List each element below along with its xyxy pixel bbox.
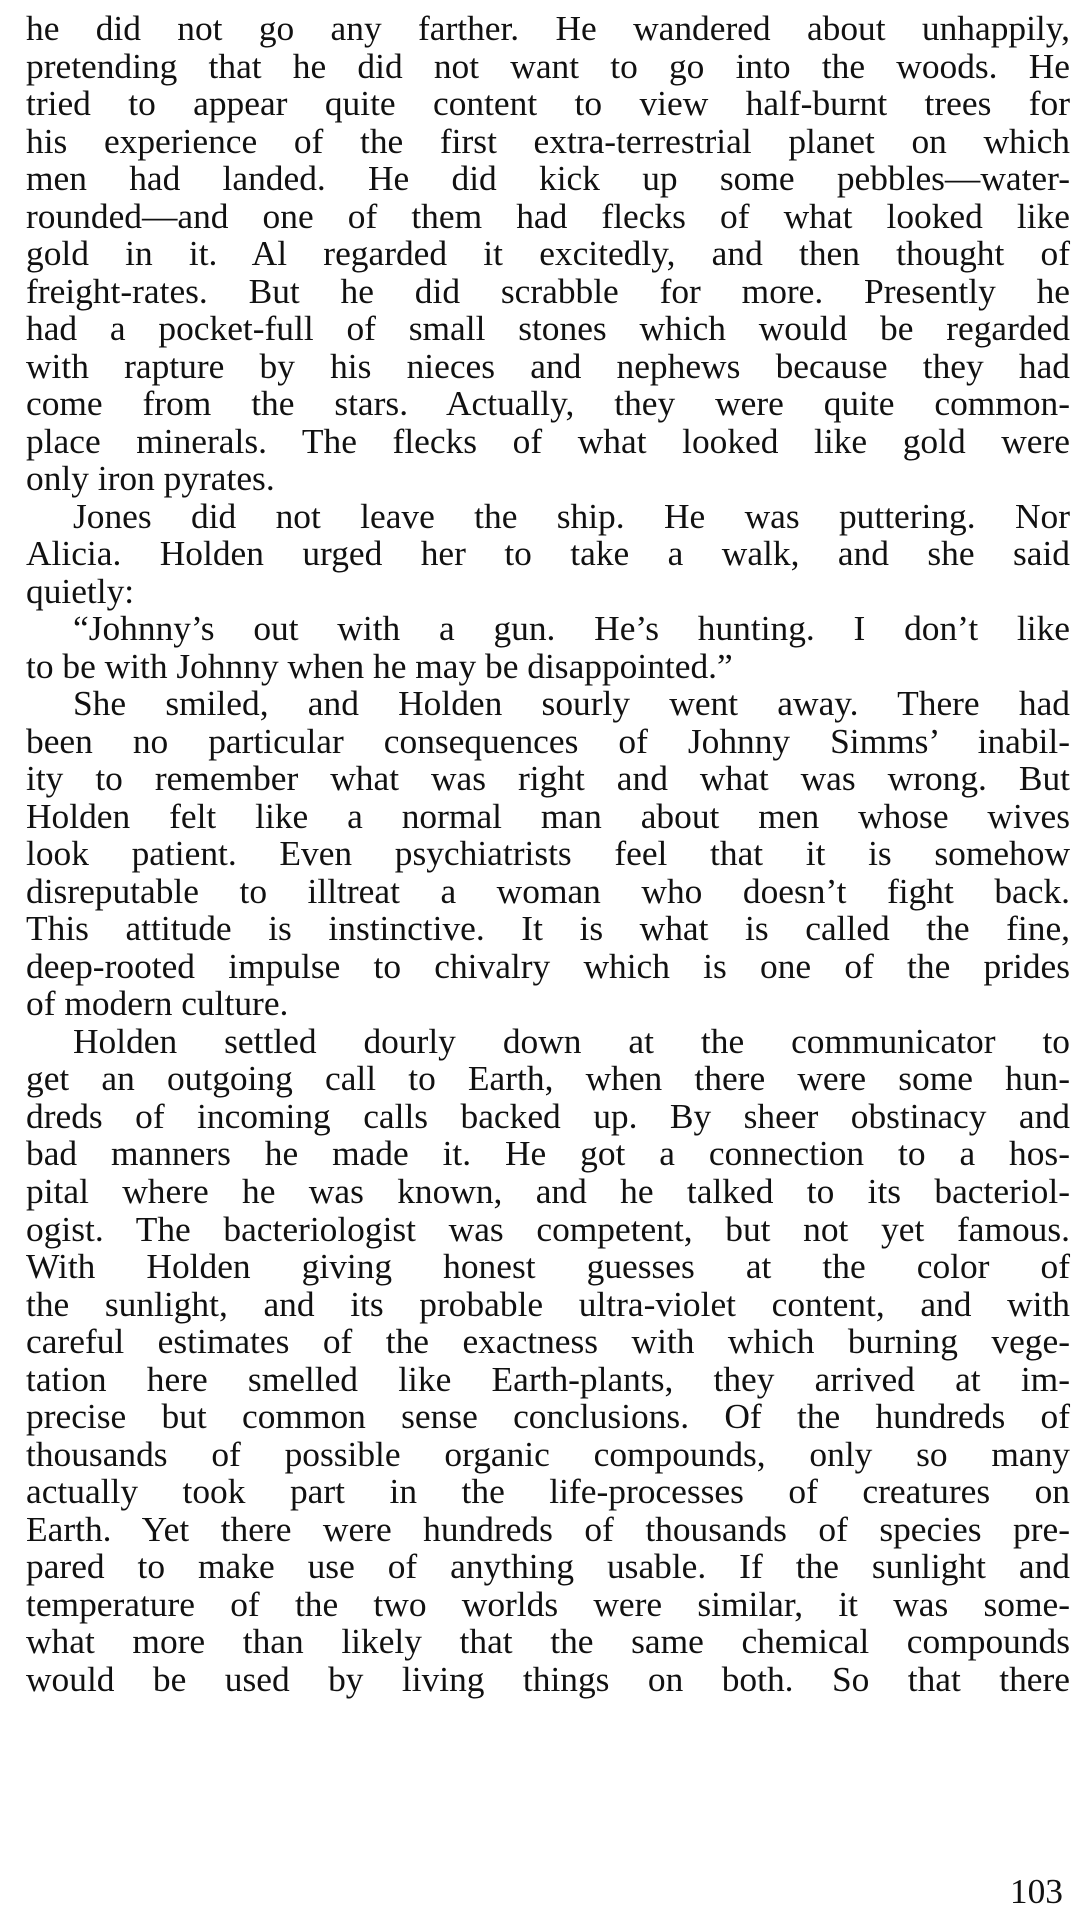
text-line: his experience of the first extra-terrestrial planet on which bbox=[26, 120, 1070, 161]
paragraph-3 bbox=[26, 610, 1070, 685]
text-line: She smiled, and Holden sourly went away. There had bbox=[73, 683, 1070, 724]
paragraph-1 bbox=[26, 10, 1070, 498]
text-line: dreds of incoming calls backed up. By sheer obstinacy and bbox=[26, 1095, 1070, 1136]
text-line: Alicia. Holden urged her to take a walk, and she said bbox=[26, 533, 1070, 574]
text-line: freight-rates. But he did scrabble for more. Presently he bbox=[26, 270, 1070, 311]
text-line: would be used by living things on both. So that there bbox=[26, 1658, 1070, 1699]
text-line: pital where he was known, and he talked to its bacteriol- bbox=[26, 1170, 1070, 1211]
text-line: temperature of the two worlds were similar, it was some- bbox=[26, 1583, 1070, 1624]
text-line: only iron pyrates. bbox=[26, 458, 275, 499]
text-line: ity to remember what was right and what was wrong. But bbox=[26, 758, 1070, 799]
text-line: thousands of possible organic compounds, only so many bbox=[26, 1433, 1070, 1474]
text-line: get an outgoing call to Earth, when there were some hun- bbox=[26, 1058, 1070, 1099]
text-line: deep-rooted impulse to chivalry which is one of the prides bbox=[26, 945, 1070, 986]
text-line: place minerals. The flecks of what looked like gold were bbox=[26, 420, 1070, 461]
text-line: tation here smelled like Earth-plants, they arrived at im- bbox=[26, 1358, 1070, 1399]
book-page bbox=[26, 10, 1070, 1698]
text-line: actually took part in the life-processes of creatures on bbox=[26, 1471, 1070, 1512]
paragraph-5 bbox=[26, 1020, 1070, 1699]
text-line: been no particular consequences of Johnny Simms’ inabil- bbox=[26, 720, 1070, 761]
text-line: This attitude is instinctive. It is what is called the fine, bbox=[26, 908, 1070, 949]
text-line: Jones did not leave the ship. He was puttering. Nor bbox=[73, 495, 1070, 536]
text-line: of modern culture. bbox=[26, 983, 289, 1024]
text-line: gold in it. Al regarded it excitedly, and then thought of bbox=[26, 233, 1070, 274]
text-line: careful estimates of the exactness with which burning vege- bbox=[26, 1321, 1070, 1362]
text-line: ogist. The bacteriologist was competent, but not yet famous. bbox=[26, 1208, 1070, 1249]
text-line: the sunlight, and its probable ultra-violet content, and with bbox=[26, 1283, 1070, 1324]
text-line: Holden felt like a normal man about men whose wives bbox=[26, 795, 1070, 836]
text-line: with rapture by his nieces and nephews because they had bbox=[26, 345, 1070, 386]
text-line: rounded—and one of them had flecks of what looked like bbox=[26, 195, 1070, 236]
text-line: quietly: bbox=[26, 570, 135, 611]
text-line: disreputable to illtreat a woman who doesn’t fight back. bbox=[26, 870, 1070, 911]
text-line: to be with Johnny when he may be disappointed.” bbox=[26, 645, 733, 686]
text-line: come from the stars. Actually, they were quite common- bbox=[26, 383, 1070, 424]
text-line: he did not go any farther. He wandered about unhappily, bbox=[26, 8, 1070, 48]
text-line: had a pocket-full of small stones which would be regarded bbox=[26, 308, 1070, 349]
text-line: tried to appear quite content to view half-burnt trees for bbox=[26, 83, 1070, 124]
text-line: pared to make use of anything usable. If the sunlight and bbox=[26, 1546, 1070, 1587]
paragraph-4 bbox=[26, 685, 1070, 1023]
text-line: bad manners he made it. He got a connection to a hos- bbox=[26, 1133, 1070, 1174]
text-line: men had landed. He did kick up some pebbles—water- bbox=[26, 158, 1070, 199]
paragraph-2 bbox=[26, 495, 1070, 611]
text-line: what more than likely that the same chemical compounds bbox=[26, 1621, 1070, 1662]
text-line: With Holden giving honest guesses at the color of bbox=[26, 1246, 1070, 1287]
text-line: Earth. Yet there were hundreds of thousands of species pre- bbox=[26, 1508, 1070, 1549]
text-line: look patient. Even psychiatrists feel that it is somehow bbox=[26, 833, 1070, 874]
text-line: pretending that he did not want to go into the woods. He bbox=[26, 45, 1070, 86]
text-line: Holden settled dourly down at the communicator to bbox=[73, 1020, 1070, 1061]
text-line: precise but common sense conclusions. Of the hundreds of bbox=[26, 1396, 1070, 1437]
page-number: 103 bbox=[1009, 1871, 1063, 1911]
text-line: “Johnny’s out with a gun. He’s hunting. I don’t like bbox=[73, 608, 1070, 649]
